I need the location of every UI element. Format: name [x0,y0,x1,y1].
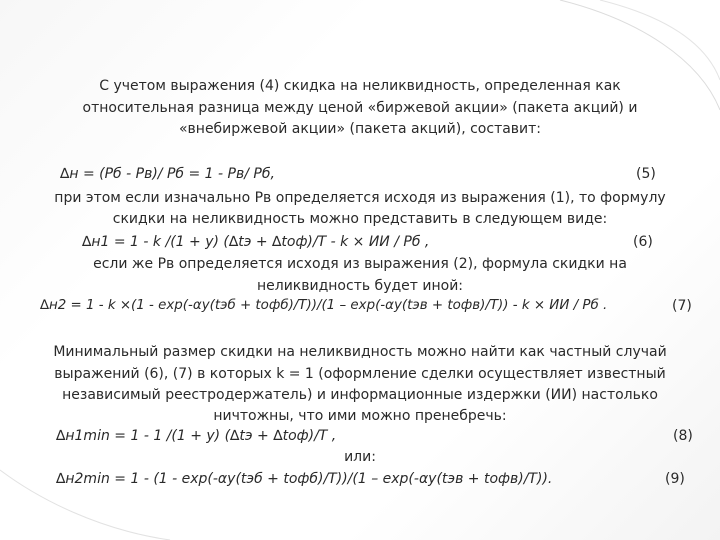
text-line-2a: если же Рв определяется исходя из выражения (2), формула скидки на [93,256,627,272]
intro-paragraph: С учетом выражения (4) скидка на неликвидность, определенная как относительная разница между ценой «биржевой акции» (пакета акций) и «внебиржевой акции» (пакета акций), составит: [82,78,638,137]
formula-6-number: (6) [633,234,653,250]
formula-5-number: (5) [636,166,656,182]
text-line-3c: независимый реестродержатель) и информационные издержки (ИИ) настолько [62,387,658,403]
text-line-1b: скидки на неликвидность можно представить в следующем виде: [112,211,608,227]
or-separator: или: [344,449,376,465]
formula-6: ∆н1 = 1 - k /(1 + y) (∆tэ + ∆tоф)/Т - k × ИИ / Рб , [82,234,430,250]
text-line-3d: ничтожны, что ими можно пренебречь: [213,408,507,424]
text-line-3b: выражений (6), (7) в которых k = 1 (оформление сделки осуществляет известный [54,366,666,382]
text-line-1a: при этом если изначально Рв определяется исходя из выражения (1), то формулу [54,190,666,206]
formula-9: ∆н2min = 1 - (1 - exp(-αy(tэб + tофб)/Т))/(1 – exp(-αy(tэв + tофв)/Т)). [56,471,553,487]
formula-8: ∆н1min = 1 - 1 /(1 + y) (∆tэ + ∆tоф)/Т , [56,428,337,444]
text-line-3a: Минимальный размер скидки на неликвидность можно найти как частный случай [53,344,667,360]
formula-7-number: (7) [672,298,692,314]
formula-8-number: (8) [673,428,693,444]
formula-7: ∆н2 = 1 - k ×(1 - exp(-αy(tэб + tофб)/Т))/(1 – exp(-αy(tэв + tофв)/Т)) - k × ИИ / Рб . [40,298,608,313]
formula-9-number: (9) [665,471,685,487]
formula-5: ∆н = (Рб - Рв)/ Рб = 1 - Рв/ Рб, [60,166,275,182]
text-line-2b: неликвидность будет иной: [256,278,464,294]
